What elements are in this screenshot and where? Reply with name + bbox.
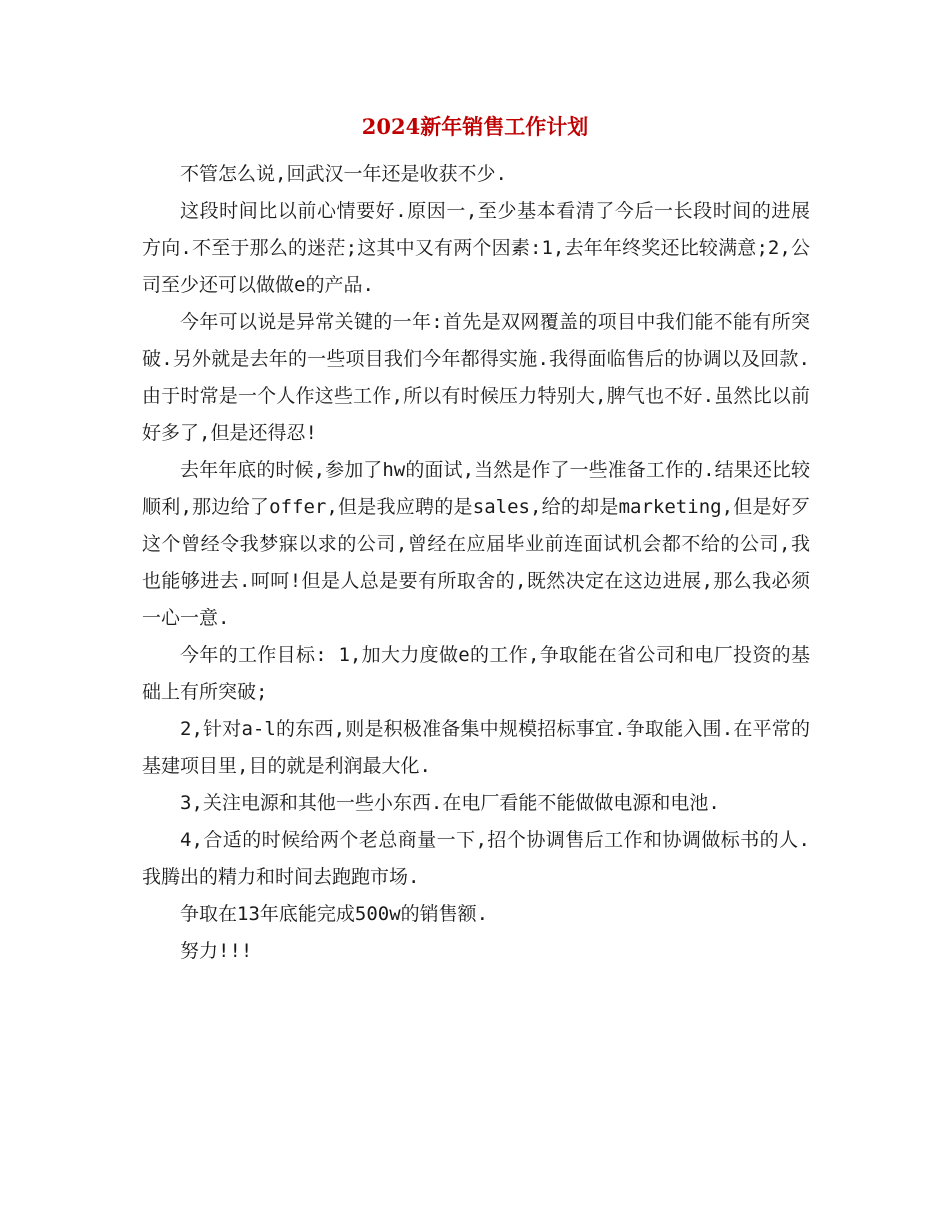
paragraph: 今年的工作目标: 1,加大力度做e的工作,争取能在省公司和电厂投资的基础上有所突破; bbox=[142, 644, 810, 703]
paragraph: 不管怎么说,回武汉一年还是收获不少. bbox=[180, 163, 507, 185]
document-title: 2024新年销售工作计划 bbox=[361, 114, 589, 139]
paragraph: 这段时间比以前心情要好.原因一,至少基本看清了今后一长段时间的进展方向.不至于那么的迷茫;这其中又有两个因素:1,去年年终奖还比较满意;2,公司至少还可以做做e的产品. bbox=[142, 200, 810, 296]
paragraph: 努力!!! bbox=[180, 940, 253, 962]
paragraph: 争取在13年底能完成500w的销售额. bbox=[180, 903, 489, 925]
paragraph: 今年可以说是异常关键的一年:首先是双网覆盖的项目中我们能不能有所突破.另外就是去年的一些项目我们今年都得实施.我得面临售后的协调以及回款.由于时常是一个人作这些工作,所以有时候压力特别大,脾气也不好.虽然比以前好多了,但是还得忍! bbox=[142, 311, 810, 444]
paragraph: 3,关注电源和其他一些小东西.在电厂看能不能做做电源和电池. bbox=[180, 792, 720, 814]
paragraph: 2,针对a-l的东西,则是积极准备集中规模招标事宜.争取能入围.在平常的基建项目里,目的就是利润最大化. bbox=[142, 718, 810, 777]
document-body bbox=[142, 156, 810, 970]
paragraph: 去年年底的时候,参加了hw的面试,当然是作了一些准备工作的.结果还比较顺利,那边给了offer,但是我应聘的是sales,给的却是marketing,但是好歹这个曾经令我梦寐以求的公司,曾经在应届毕业前连面试机会都不给的公司,我也能够进去.呵呵!但是人总是要有所取舍的,既然决定在这边进展,那么我必须一心一意. bbox=[142, 459, 810, 629]
paragraph: 4,合适的时候给两个老总商量一下,招个协调售后工作和协调做标书的人.我腾出的精力和时间去跑跑市场. bbox=[142, 829, 810, 888]
